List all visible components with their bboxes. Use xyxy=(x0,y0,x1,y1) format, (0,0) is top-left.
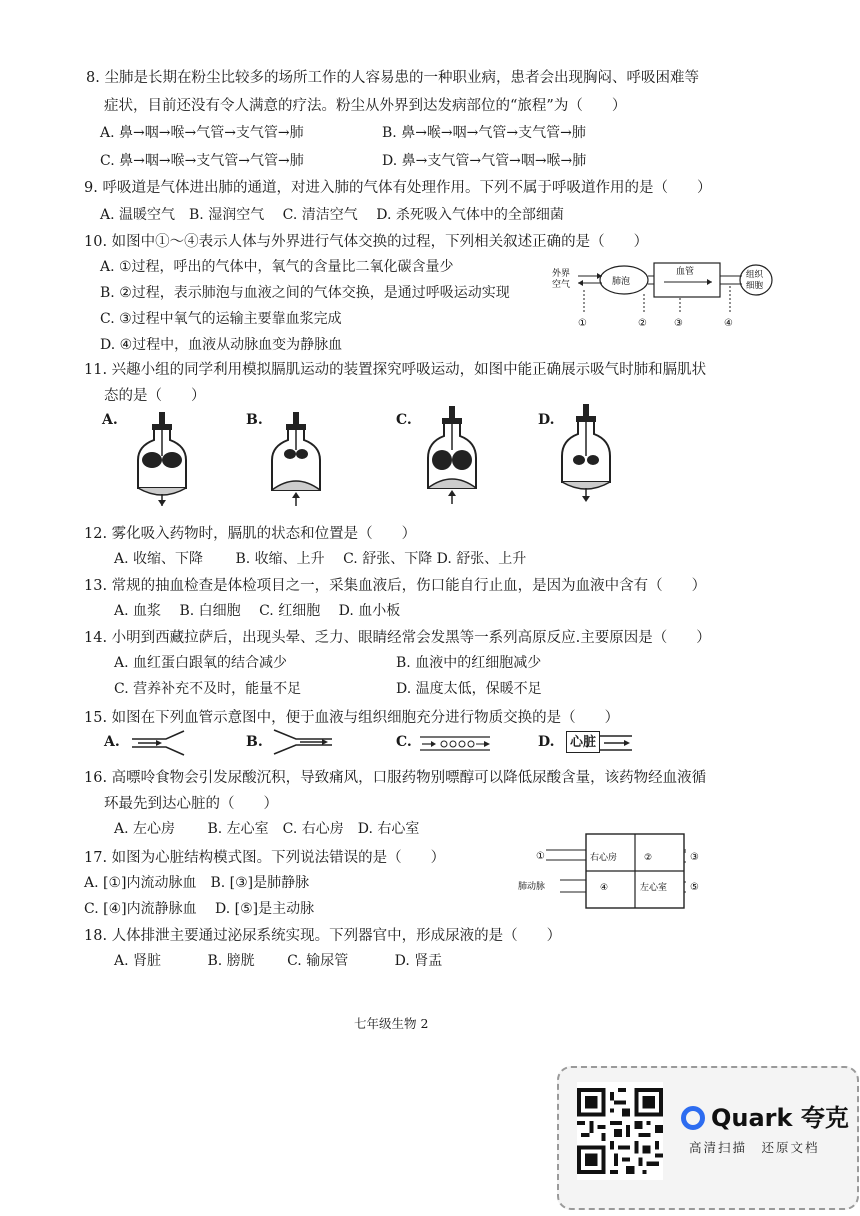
q13-options: A. 血浆 B. 白细胞 C. 红细胞 D. 血小板 xyxy=(114,603,401,619)
page-footer: 七年级生物 2 xyxy=(354,1016,429,1031)
q11-label-a: A. xyxy=(102,412,118,428)
bell-jar-c-icon xyxy=(424,404,480,504)
q9-stem: 9. 呼吸道是气体进出肺的通道，对进入肺的气体有处理作用。下列不属于呼吸道作用的是（ ） xyxy=(84,180,712,196)
quark-watermark xyxy=(557,1066,859,1210)
bell-jar-d-icon xyxy=(558,402,614,502)
q8-option-a: A. 鼻→咽→喉→气管→支气管→肺 xyxy=(100,125,304,141)
fig-label-tissue-2: 细胞 xyxy=(746,281,764,291)
q11-stem-line1: 11. 兴趣小组的同学利用模拟膈肌运动的装置探究呼吸运动，如图中能正确展示吸气时肺和膈肌状 xyxy=(84,362,707,378)
q14-option-b: B. 血液中的红细胞减少 xyxy=(396,655,542,671)
heart-structure-diagram xyxy=(516,832,716,912)
q15-label-b: B. xyxy=(246,734,263,750)
q11-stem-line2: 态的是（ ） xyxy=(104,388,206,404)
q11-label-b: B. xyxy=(246,412,263,428)
heart-num-4: ④ xyxy=(600,883,609,893)
vessel-d-heart-box: 心脏 xyxy=(566,731,600,753)
gas-exchange-diagram xyxy=(546,256,786,332)
heart-num-3: ③ xyxy=(690,852,699,863)
fig-num-4: ④ xyxy=(724,318,733,329)
q17-options-ab: A. [①]内流动脉血 B. [③]是肺静脉 xyxy=(84,875,310,891)
q16-options: A. 左心房 B. 左心室 C. 右心房 D. 右心室 xyxy=(114,821,420,837)
q8-option-b: B. 鼻→喉→咽→气管→支气管→肺 xyxy=(382,125,586,141)
q10-option-c: C. ③过程中氧气的运输主要靠血浆完成 xyxy=(100,311,342,327)
q12-stem: 12. 雾化吸入药物时，膈肌的状态和位置是（ ） xyxy=(84,526,417,542)
vessel-c-capillary-icon xyxy=(420,734,494,754)
q18-options: A. 肾脏 B. 膀胱 C. 输尿管 D. 肾盂 xyxy=(114,953,443,969)
q16-stem-line2: 环最先到达心脏的（ ） xyxy=(104,796,278,812)
q11-label-c: C. xyxy=(396,412,412,428)
bell-jar-b-icon xyxy=(268,410,324,506)
q15-label-c: C. xyxy=(396,734,412,750)
q11-label-d: D. xyxy=(538,412,555,428)
q8-stem-line1: 8. 尘肺是长期在粉尘比较多的场所工作的人容易患的一种职业病，患者会出现胸闷、呼吸困难等 xyxy=(86,70,699,86)
q14-option-a: A. 血红蛋白跟氧的结合减少 xyxy=(114,655,288,671)
heart-num-5: ⑤ xyxy=(690,882,699,893)
q8-option-d: D. 鼻→支气管→气管→咽→喉→肺 xyxy=(382,153,587,169)
q13-stem: 13. 常规的抽血检查是体检项目之一，采集血液后，伤口能自行止血，是因为血液中含有（ ） xyxy=(84,578,707,594)
q8-stem-line2: 症状，目前还没有令人满意的疗法。粉尘从外界到达发病部位的“旅程”为（ ） xyxy=(104,98,627,114)
q9-options: A. 温暖空气 B. 湿润空气 C. 清洁空气 D. 杀死吸入气体中的全部细菌 xyxy=(100,207,564,223)
heart-label-left-ventricle: 左心室 xyxy=(640,883,668,893)
heart-label-pulmonary-artery: 肺动脉 xyxy=(518,882,546,892)
fig-label-lung: 肺泡 xyxy=(612,277,631,287)
q10-stem: 10. 如图中①～④表示人体与外界进行气体交换的过程，下列相关叙述正确的是（ ） xyxy=(84,234,649,250)
q14-option-c: C. 营养补充不及时，能量不足 xyxy=(114,681,302,697)
q15-label-a: A. xyxy=(104,734,120,750)
quark-brand xyxy=(681,1098,849,1133)
quark-tagline: 高清扫描 还原文档 xyxy=(689,1140,820,1155)
q14-option-d: D. 温度太低，保暖不足 xyxy=(396,681,542,697)
q18-stem: 18. 人体排泄主要通过泌尿系统实现。下列器官中，形成尿液的是（ ） xyxy=(84,928,562,944)
q10-option-a: A. ①过程，呼出的气体中，氧气的含量比二氧化碳含量少 xyxy=(100,259,454,275)
q12-options: A. 收缩、下降 B. 收缩、上升 C. 舒张、下降 D. 舒张、上升 xyxy=(114,551,527,567)
fig-label-tissue-1: 组织 xyxy=(746,270,764,280)
heart-num-1: ① xyxy=(536,851,545,862)
q17-options-cd: C. [④]内流静脉血 D. [⑤]是主动脉 xyxy=(84,901,315,917)
vessel-a-icon xyxy=(130,730,190,756)
quark-logo-icon xyxy=(681,1106,705,1130)
q8-option-c: C. 鼻→咽→喉→支气管→气管→肺 xyxy=(100,153,304,169)
q17-stem: 17. 如图为心脏结构模式图。下列说法错误的是（ ） xyxy=(84,850,446,866)
fig-label-outside-1: 外界 xyxy=(552,269,571,279)
vessel-d-artery-icon xyxy=(600,734,636,752)
fig-label-outside-2: 空气 xyxy=(552,280,571,290)
heart-num-2: ② xyxy=(644,853,653,863)
quark-brand-text: Quark 夸克 xyxy=(711,1104,849,1132)
heart-label-right-atrium: 右心房 xyxy=(590,853,618,863)
vessel-b-icon xyxy=(272,728,336,756)
fig-label-vessel: 血管 xyxy=(676,267,695,277)
fig-num-1: ① xyxy=(578,318,587,329)
q16-stem-line1: 16. 高嘌呤食物会引发尿酸沉积，导致痛风，口服药物别嘌醇可以降低尿酸含量，该药物经血液循 xyxy=(84,770,707,786)
q15-stem: 15. 如图在下列血管示意图中，便于血液与组织细胞充分进行物质交换的是（ ） xyxy=(84,710,620,726)
q15-label-d: D. xyxy=(538,734,555,750)
q10-option-b: B. ②过程，表示肺泡与血液之间的气体交换，是通过呼吸运动实现 xyxy=(100,285,510,301)
q10-option-d: D. ④过程中，血液从动脉血变为静脉血 xyxy=(100,337,343,353)
fig-num-3: ③ xyxy=(674,318,683,329)
fig-num-2: ② xyxy=(638,318,647,329)
qr-code-icon xyxy=(577,1082,663,1180)
bell-jar-a-icon xyxy=(134,410,190,506)
q14-stem: 14. 小明到西藏拉萨后，出现头晕、乏力、眼睛经常会发黑等一系列高原反应.主要原因是（ ） xyxy=(84,630,711,646)
